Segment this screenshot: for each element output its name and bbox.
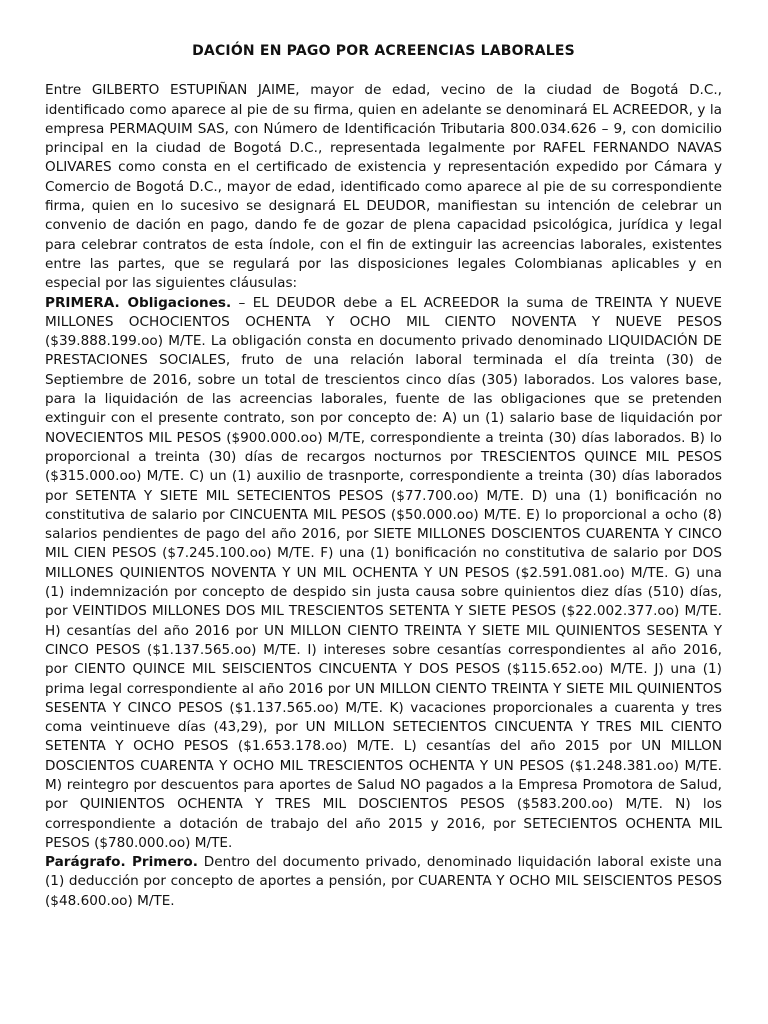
clause-primera-text: – EL DEUDOR debe a EL ACREEDOR la suma de TREINTA Y NUEVE MILLONES OCHOCIENTOS OCHENTA Y OCHO MIL CIENTO NOVENTA Y NUEVE PESOS ($39.888.199.oo) M/TE. La obligación consta en documento privado denominado LIQUIDACIÓN DE PRESTACIONES SOCIALES, fruto de una relación laboral terminada el día treinta (30) de Septiembre de 2016, sobre un total de trescientos cinco días (305) laborados. Los valores base, para la liquidación de las acreencias laborales, fuente de las obligaciones que se pretenden extinguir con el presente contrato, son por concepto de: A) un (1) salario base de liquidación por NOVECIENTOS MIL PESOS ($900.000.oo) M/TE, correspondiente a treinta (30) días laborados. B) lo proporcional a treinta (30) días de recargos nocturnos por TRESCIENTOS QUINCE MIL PESOS ($315.000.oo) M/TE. C) un (1) auxilio de trasnporte, correspondiente a treinta (30) días laborados por SETENTA Y SIETE MIL SETECIENTOS PESOS ($77.700.oo) M/TE. D) una (1) bonificación no constitutiva de salario por CINCUENTA MIL PESOS ($50.000.oo) M/TE. E) lo proporcional a ocho (8) salarios pendientes de pago del año 2016, por SIETE MILLONES DOSCIENTOS CUARENTA Y CINCO MIL CIEN PESOS ($7.245.100.oo) M/TE. F) una (1) bonificación no constitutiva de salario por DOS MILLONES QUINIENTOS NOVENTA Y UN MIL OCHENTA Y UN PESOS ($2.591.081.oo) M/TE. G) una (1) indemnización por concepto de despido sin justa causa sobre quinientos diez días (510) días, por VEINTIDOS MILLONES DOS MIL TRESCIENTOS SETENTA Y SIETE PESOS ($22.002.377.oo) M/TE. H) cesantías del año 2016 por UN MILLON CIENTO TREINTA Y SIETE MIL QUINIENTOS SESENTA Y CINCO PESOS ($1.137.565.oo) M/TE. I) intereses sobre cesantías correspondientes al año 2016, por CIENTO QUINCE MIL SEISCIENTOS CINCUENTA Y DOS PESOS ($115.652.oo) M/TE. J) una (1) prima legal correspondiente al año 2016 por UN MILLON CIENTO TREINTA Y SIETE MIL QUINIENTOS SESENTA Y CINCO PESOS ($1.137.565.oo) M/TE. K) vacaciones proporcionales a cuarenta y tres coma veintinueve días (43,29), por UN MILLON SETECIENTOS CINCUENTA Y TRES MIL CIENTO SETENTA Y OCHO PESOS ($1.653.178.oo) M/TE. L) cesantías del año 2015 por UN MILLON DOSCIENTOS CUARENTA Y OCHO MIL TRESCIENTOS OCHENTA Y UN PESOS ($1.248.381.oo) M/TE. M) reintegro por descuentos para aportes de Salud NO pagados a la Empresa Promotora de Salud, por QUINIENTOS OCHENTA Y TRES MIL DOSCIENTOS PESOS ($583.200.oo) M/TE. N) los correspondiente a dotación de trabajo del año 2015 y 2016, por SETECIENTOS OCHENTA MIL PESOS ($780.000.oo) M/TE. <box>45 294 722 851</box>
clause-primera-heading: PRIMERA. Obligaciones. <box>45 294 232 311</box>
intro-paragraph: Entre GILBERTO ESTUPIÑAN JAIME, mayor de edad, vecino de la ciudad de Bogotá D.C., identificado como aparece al pie de su firma, quien en adelante se denominará EL ACREEDOR, y la empresa PERMAQUIM SAS, con Número de Identificación Tributaria 800.034.626 – 9, con domicilio principal en la ciudad de Bogotá D.C., representada legalmente por RAFEL FERNANDO NAVAS OLIVARES como consta en el certificado de existencia y representación expedido por Cámara y Comercio de Bogotá D.C., mayor de edad, identificado como aparece al pie de su correspondiente firma, quien en lo sucesivo se designará EL DEUDOR, manifiestan su intención de celebrar un convenio de dación en pago, dando fe de gozar de plena capacidad psicológica, jurídica y legal para celebrar contratos de esta índole, con el fin de extinguir las acreencias laborales, existentes entre las partes, que se regulará por las disposiciones legales Colombianas aplicables y en especial por las siguientes cláusulas: <box>45 82 722 292</box>
document-page <box>45 42 722 911</box>
paragrafo-primero <box>45 853 722 911</box>
paragrafo-primero-text: Dentro del documento privado, denominado liquidación laboral existe una (1) deducción por concepto de aportes a pensión, por CUARENTA Y OCHO MIL SEISCIENTOS PESOS ($48.600.oo) M/TE. <box>45 854 722 909</box>
document-title: DACIÓN EN PAGO POR ACREENCIAS LABORALES <box>192 43 575 59</box>
clause-primera <box>45 294 722 854</box>
paragrafo-primero-heading: Parágrafo. Primero. <box>45 854 198 871</box>
